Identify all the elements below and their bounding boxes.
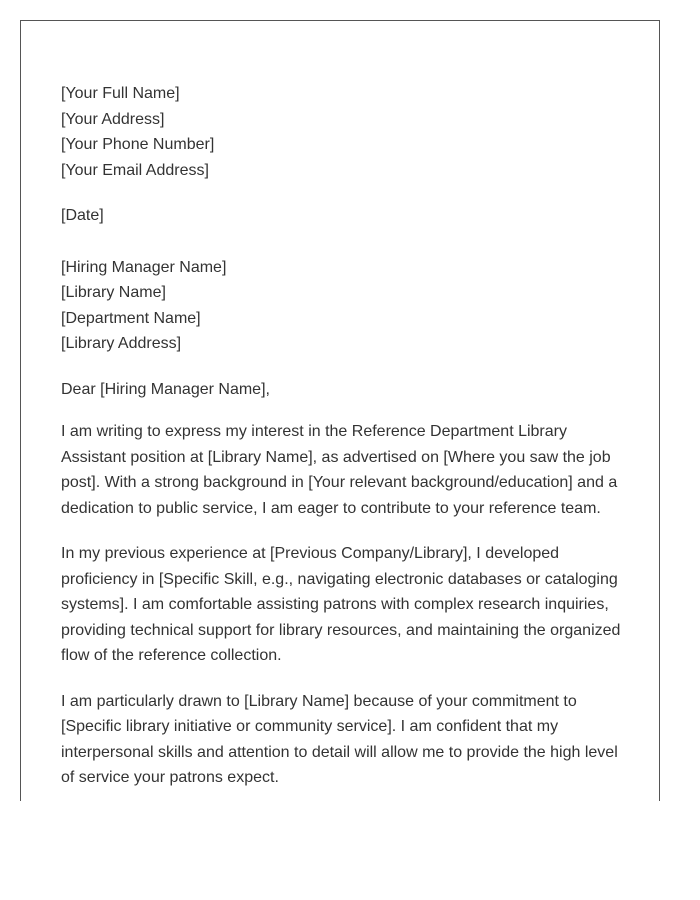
sender-phone: [Your Phone Number]: [61, 136, 215, 153]
date-block: [61, 203, 629, 229]
body-paragraph-3: I am particularly drawn to [Library Name] because of your commitment to [Specific library initiative or community service]. I am confident that my interpersonal skills and attention to detail will allow me to provide the high level of service your patrons expect.: [61, 692, 618, 786]
recipient-manager: [Hiring Manager Name]: [61, 258, 227, 276]
recipient-department: [Department Name]: [61, 309, 201, 327]
recipient-address: [Library Address]: [61, 335, 182, 352]
sender-block: [61, 81, 629, 183]
letter-content: [61, 81, 629, 801]
salutation-text: Dear [Hiring Manager Name],: [61, 380, 270, 398]
body-paragraph-2: In my previous experience at [Previous Company/Library], I developed proficiency in [Specific Skill, e.g., navigating electronic databases or cataloging systems]. I am comfortable assisting patrons with complex research inquiries, providing technical support for library resources, and maintaining the organized flow of the reference collection.: [61, 545, 621, 664]
sender-email: [Your Email Address]: [61, 161, 209, 179]
sender-name: [Your Full Name]: [61, 85, 180, 102]
body-paragraph-1: I am writing to express my interest in the Reference Department Library Assistant position at [Library Name], as advertised on [Where you saw the job post]. With a strong background in [Your relevant background/education] and a dedication to public service, I am eager to contribute to your reference team.: [61, 423, 618, 517]
recipient-block: [61, 255, 629, 357]
salutation: [61, 377, 629, 403]
letter-page: [20, 20, 660, 801]
recipient-library: [Library Name]: [61, 284, 166, 301]
sender-address: [Your Address]: [61, 110, 165, 128]
letter-date: [Date]: [61, 207, 104, 224]
